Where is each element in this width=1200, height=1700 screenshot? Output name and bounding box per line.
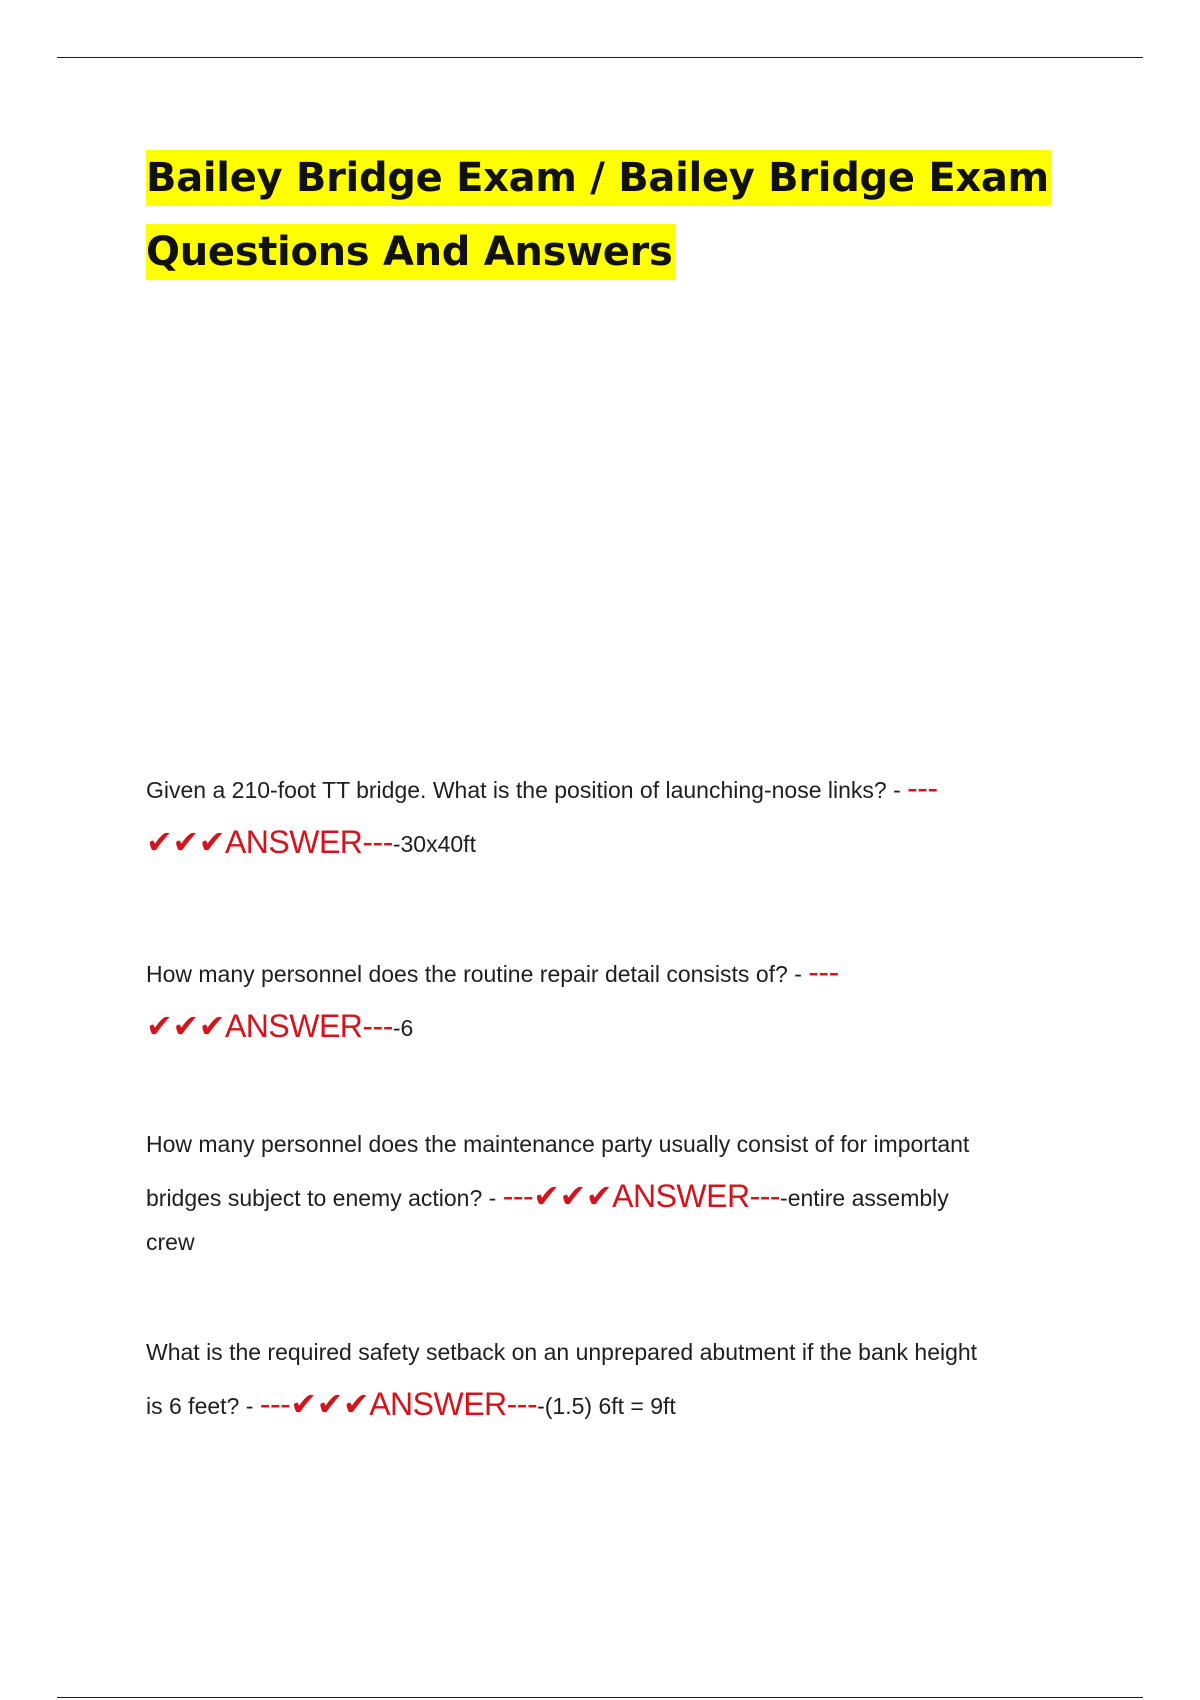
question-text: Given a 210-foot TT bridge. What is the position of launching-nose links? - <box>146 777 908 803</box>
answer-marker: ---✔✔✔ANSWER--- <box>259 1386 538 1422</box>
question-line <box>146 1326 1106 1378</box>
title-line-2: Questions And Answers <box>146 224 675 280</box>
document-title <box>146 150 1106 298</box>
question-text: What is the required safety setback on an unprepared abutment if the bank height <box>146 1339 978 1365</box>
answer-line <box>146 816 1106 870</box>
question-line-2 <box>146 1378 1106 1432</box>
question-text: How many personnel does the routine repair detail consists of? - <box>146 961 809 987</box>
footer-rule <box>57 1697 1143 1698</box>
answer-text-cont: crew <box>146 1229 195 1255</box>
answer-marker-dashes: --- <box>808 954 839 990</box>
qa-item-1 <box>146 762 1106 870</box>
answer-text: -(1.5) 6ft = 9ft <box>537 1393 676 1419</box>
answer-marker: ✔✔✔ANSWER--- <box>146 824 393 860</box>
question-line <box>146 762 1106 816</box>
qa-item-2 <box>146 946 1106 1054</box>
answer-marker: ---✔✔✔ANSWER--- <box>502 1178 781 1214</box>
question-line <box>146 946 1106 1000</box>
qa-item-3 <box>146 1118 1106 1268</box>
answer-marker: ✔✔✔ANSWER--- <box>146 1008 393 1044</box>
qa-item-4 <box>146 1326 1106 1432</box>
header-rule <box>57 57 1143 58</box>
answer-text: -entire assembly <box>780 1185 949 1211</box>
title-line-1: Bailey Bridge Exam / Bailey Bridge Exam <box>146 150 1051 206</box>
question-text-cont: is 6 feet? - <box>146 1393 260 1419</box>
answer-marker-dashes: --- <box>907 770 938 806</box>
answer-text: -6 <box>392 1015 414 1041</box>
question-text-cont: bridges subject to enemy action? - <box>146 1185 503 1211</box>
question-line <box>146 1118 1106 1170</box>
answer-line <box>146 1000 1106 1054</box>
answer-text: -30x40ft <box>392 831 476 857</box>
question-text: How many personnel does the maintenance party usually consist of for important <box>146 1131 970 1157</box>
